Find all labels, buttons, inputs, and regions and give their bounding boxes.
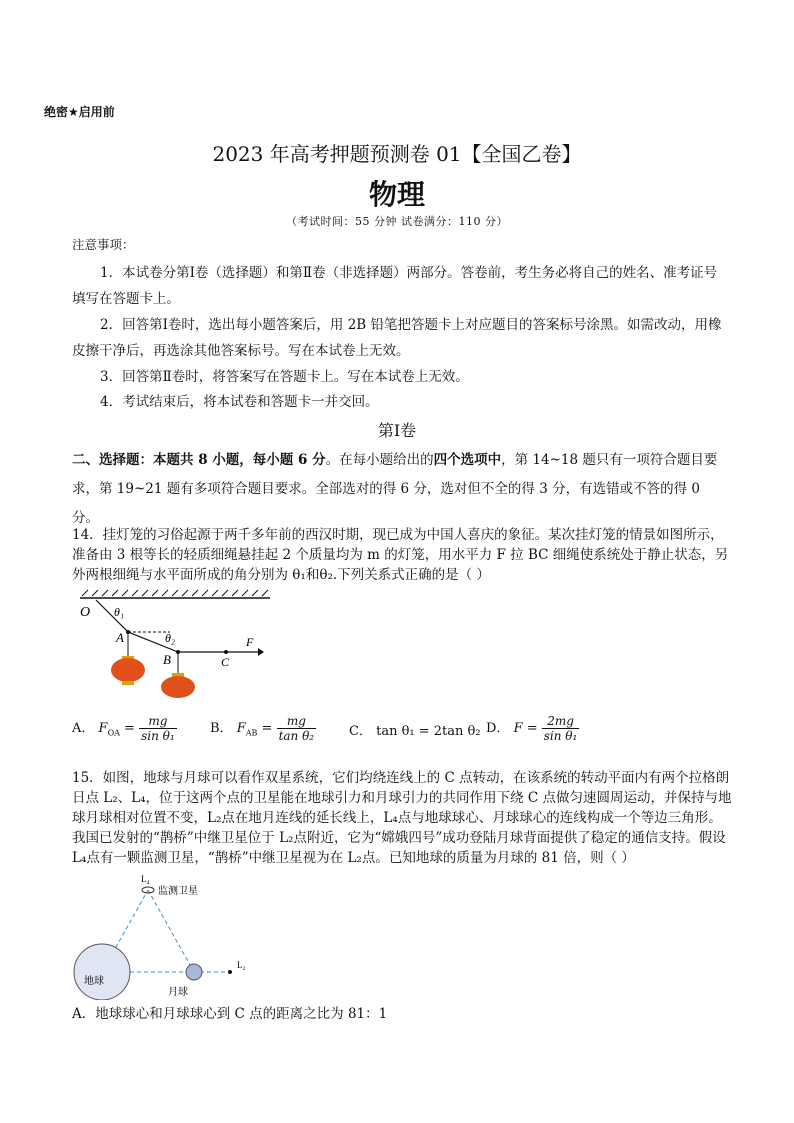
exam-title: 2023 年高考押题预测卷 01【全国乙卷】 [212,142,582,166]
section-instructions [72,446,722,533]
label-O: O [80,605,91,620]
label-L4: L₄ [141,874,150,884]
option-D-fraction: $\frac{2mg}{\text{sin θ₁}}$ [543,714,578,743]
earth-circle [74,944,130,1000]
option-D [486,714,579,743]
ceiling-hatch [82,590,268,596]
label-theta1: θ₁ [114,605,125,619]
L2-point [228,970,232,974]
label-theta2: θ₂ [165,631,176,645]
label-B: B [163,652,171,667]
lantern-1 [111,656,145,685]
point-C [224,650,228,654]
exam-meta: （考试时间：55 分钟 试卷满分：110 分） [286,215,508,228]
option-A-label: A． [72,721,95,736]
confidential-mark: 绝密★启用前 [44,105,115,119]
note-item: 2．回答第Ⅰ卷时，选出每小题答案后，用 2B 铅笔把答题卡上对应题目的答案标号涂黑。如需改动，用橡皮擦干净后，再选涂其他答案标号。写在本试卷上无效。 [72,317,722,359]
option-B: B． $F_{AB}$ = $\frac{mg}{\text{tan θ₂}}$ [210,714,315,743]
section-mid1: 。在每小题给出的 [325,452,434,468]
section-mid2: ，第 14~18 题只有一项符合题目要求，第 19~21 题有多项符合题目要求。全部选对的得 6 分，选对但不全的得 3 分，有选错或不答的得 0 分。 [72,452,718,526]
label-F: F [246,635,254,649]
q15-option-A: A．地球球心和月球球心到 C 点的距离之比为 81：1 [72,1006,388,1022]
option-D-label: D． [486,721,510,736]
option-B-sub: AB [245,728,258,738]
question-15-text: 15．如图，地球与月球可以看作双星系统，它们均绕连线上的 C 点转动，在该系统的转动平面内有两个拉格朗日点 L₂、L₄，位于这两个点的卫星能在地球引力和月球引力的共同作用下绕 C 点做匀速圆周运动，并保持与地球月球相对位置不变，L₂点在地月连线的延长线上，L₄点与地球球心、月球球心的连线构成一个等边三角形。我国已发射的“鹊桥”中继卫星位于 L₂点附近，它为“嫦娥四号”成功登陆月球背面提供了稳定的通信支持。假设 L₄点有一颗监测卫星，“鹊桥”中继卫星视为在 L₂点。已知地球的质量为月球的 81 倍，则（ ） [72,770,732,866]
note-item: 4．考试结束后，将本试卷和答题卡一并交回。 [100,394,379,410]
option-C-label: C． [349,724,372,739]
section-count: 本题共 8 小题，每小题 6 分 [153,452,326,468]
section-prefix: 二、选择题： [72,452,153,468]
section-four: 四个选项中 [433,452,502,468]
option-B-fraction: $\frac{mg}{\text{tan θ₂}}$ [278,714,315,743]
force-arrow-head [258,648,264,656]
label-C: C [221,655,230,669]
label-moon: 月球 [168,987,188,998]
option-C [349,720,481,739]
label-earth: 地球 [84,976,104,987]
notes-label: 注意事项： [72,237,135,252]
lantern-2 [161,673,195,698]
option-A-sub: OA [107,728,120,738]
option-D-lhs: F = [513,721,538,736]
option-A-lhs: F [98,721,108,736]
option-A-fraction: $\frac{mg}{\text{sin θ₁}}$ [141,714,175,743]
label-monitor: 监测卫星 [158,886,198,897]
note-item: 1．本试卷分第Ⅰ卷（选择题）和第Ⅱ卷（非选择题）两部分。答卷前，考生务必将自己的姓名、准考证号填写在答题卡上。 [72,265,718,307]
moon-circle [186,964,202,980]
option-A: A． $F_{OA}$ = $\frac{mg}{\text{sin θ₁}}$ [72,714,175,743]
option-B-label: B． [210,721,233,736]
option-C-text: tan θ₁ = 2tan θ₂ [376,724,481,739]
q15-lagrange-figure [70,872,260,1000]
label-L2: L₂ [237,960,246,970]
subject-title: 物理 [368,178,425,211]
section-title: 第Ⅰ卷 [377,421,417,440]
question-14-text: 14．挂灯笼的习俗起源于两千多年前的西汉时期，现已成为中国人喜庆的象征。某次挂灯笼的情景如图所示，准备由 3 根等长的轻质细绳悬挂起 2 个质量均为 m 的灯笼，用水平力 F 拉 BC 细绳使系统处于静止状态，另外两根细绳与水平面所成的角分别为 θ₁和θ₂.下列关系式正确的是（ ） [72,527,729,583]
q14-lantern-figure [70,588,280,698]
option-B-lhs: F [236,721,246,736]
moon-L4-line [148,890,194,972]
label-A: A [116,630,124,645]
note-item: 3．回答第Ⅱ卷时，将答案写在答题卡上。写在本试卷上无效。 [100,369,469,385]
